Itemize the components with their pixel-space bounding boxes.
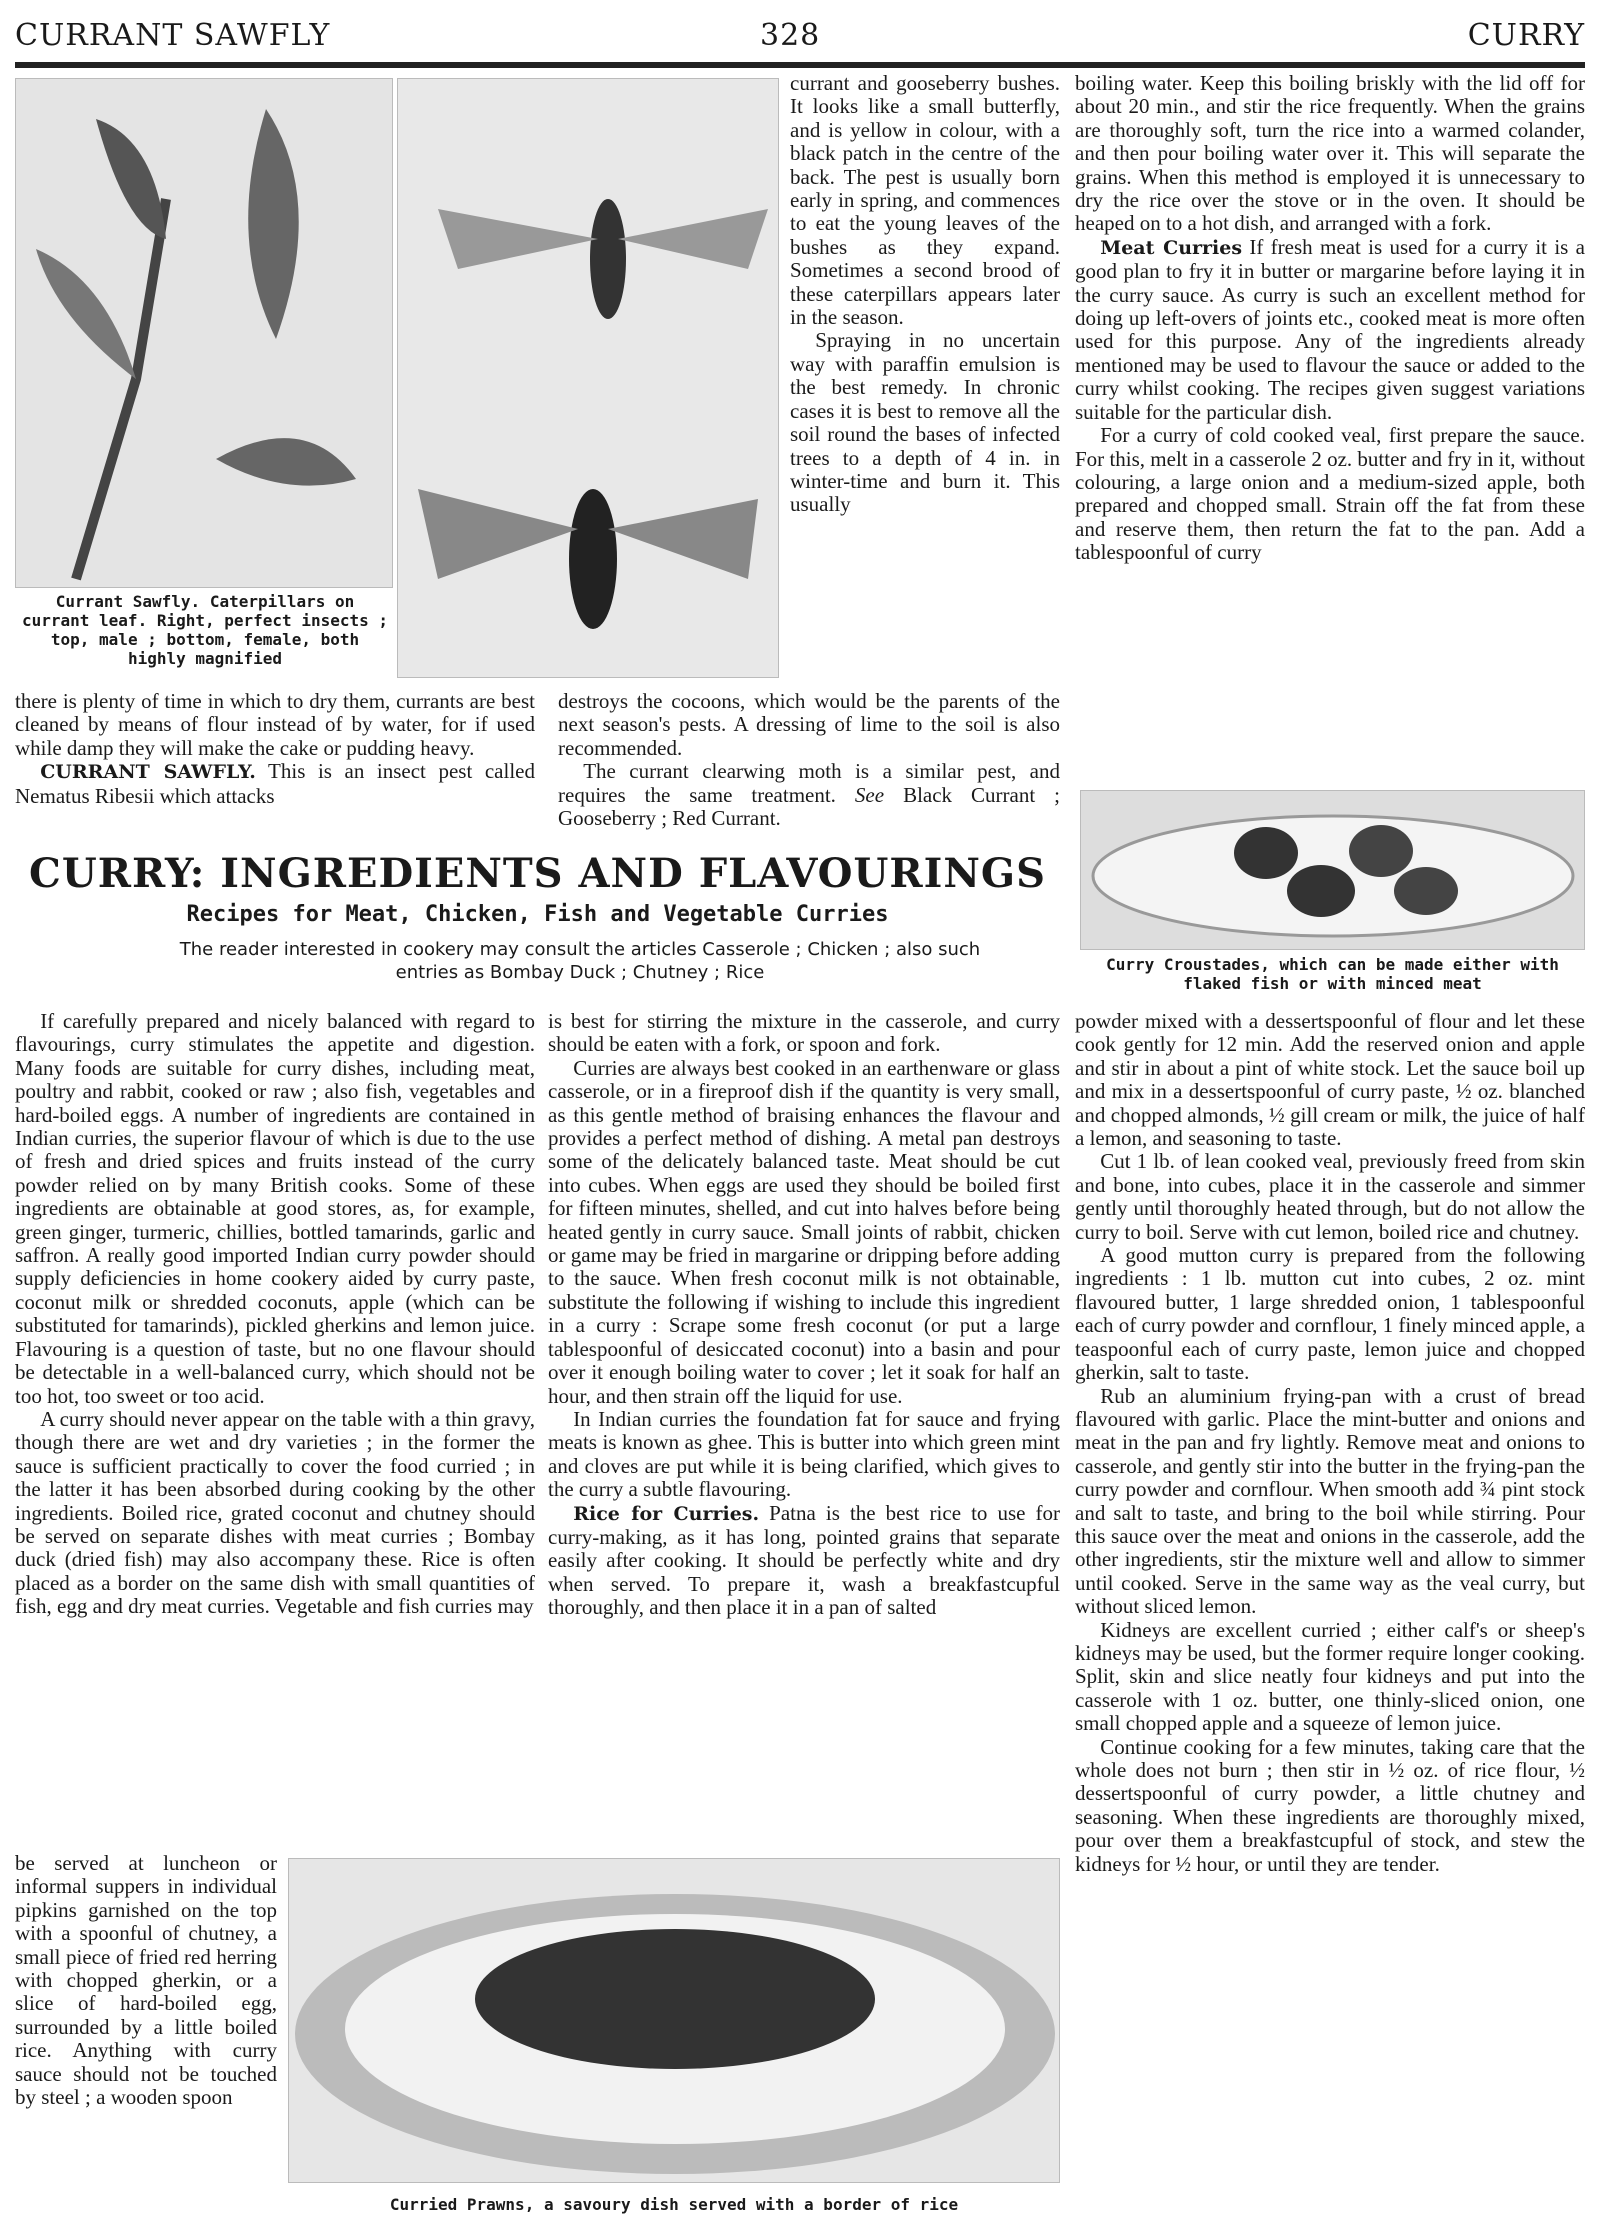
sawfly-insect-illustration bbox=[398, 79, 779, 678]
paragraph: powder mixed with a dessertspoonful of flour and let these cook gently for 12 min. Add the reserved onion and apple and stir in about a pint of white stock. Let the sauce boil up and mix in a dessertspoonful of curry paste, ½ oz. blanched and chopped almonds, ½ gill cream or milk, the juice of half a lemon, and seasoning to taste. bbox=[1075, 1009, 1585, 1151]
article-intro: The reader interested in cookery may consult the articles Casserole ; Chicken ; also such entries as Bombay Duck ; Chutney ; Rice bbox=[179, 939, 981, 983]
paragraph: In Indian curries the foundation fat for sauce and frying meats is known as ghee. This is butter into which green mint and cloves are put while it is being clarified, which gives to the curry a subtle flavouring. bbox=[548, 1406, 1060, 1502]
right-top-column bbox=[1075, 72, 1585, 565]
subheading-meat-curries: Meat Curries bbox=[1100, 236, 1243, 259]
paragraph: This is an insect pest called Nematus Ribesii which attacks bbox=[15, 759, 535, 808]
paragraph: Rub an aluminium frying-pan with a crust of bread flavoured with garlic. Place the mint-butter and onions and meat in the pan and fry lightly. Remove meat and onions to casserole, and gently stir into the butter in the frying-pan the curry powder and cornflour. When smooth add ¾ pint stock and salt to taste, and bring to the boil while stirring. Pour this sauce over the meat and onions in the casserole, add the other ingredients, stir the mixture well and allow to simmer until cooked. Serve in the same way as the veal curry, but without sliced lemon. bbox=[1075, 1383, 1585, 1619]
paragraph: boiling water. Keep this boiling briskly with the lid off for about 20 min., and stir the rice frequently. When the grains are thoroughly soft, turn the rice into a warmed colander, and then pour boiling water over it. This will separate the grains. When this method is employed it is unnecessary to dry the rice over the stove or in the oven. It should be heaped on to a hot dish, and arranged with a fork. bbox=[1075, 71, 1585, 236]
paragraph: Cut 1 lb. of lean cooked veal, previously freed from skin and bone, into cubes, place it in the casserole and simmer gently until thoroughly heated through, but do not allow the curry to boil. Serve with cut lemon, boiled rice and chutney. bbox=[1075, 1149, 1585, 1244]
curried-prawns-photo bbox=[288, 1858, 1060, 2183]
article-column-1 bbox=[15, 1010, 535, 1619]
croustades-plate-illustration bbox=[1081, 791, 1585, 950]
article-subtitle: Recipes for Meat, Chicken, Fish and Vegetable Curries bbox=[186, 902, 889, 927]
croustades-caption: Curry Croustades, which can be made either with flaked fish or with minced meat bbox=[1106, 955, 1559, 993]
lower-left-column bbox=[15, 690, 535, 808]
caterpillar-photo bbox=[15, 78, 393, 588]
paragraph: If carefully prepared and nicely balanced with regard to flavourings, curry stimulates the appetite and digestion. Many foods are suitable for curry dishes, including meat, poultry and rabbit, cooked or raw ; also fish, vegetables and hard-boiled eggs. A number of ingredients are contained in Indian curries, the superior flavour of which is due to the use of fresh and dried spices and fruits instead of the curry powder relied on by many British cooks. Some of these ingredients are obtainable at good stores, as, for example, green ginger, turmeric, chillies, bottled tamarinds, garlic and saffron. A really good imported Indian curry powder should supply deficiencies in home cookery aided by curry paste, coconut milk or shredded coconuts, apple (which can be substituted for tamarinds), pickled gherkins and lemon juice. Flavouring is a question of taste, but no one flavour should be detectable in a well-balanced curry, which should not be too hot, too sweet or too acid. bbox=[15, 1009, 535, 1408]
article-column-3 bbox=[1075, 1010, 1585, 1876]
article-column-2 bbox=[548, 1010, 1060, 1620]
prawns-caption: Curried Prawns, a savoury dish served with a border of rice bbox=[389, 2195, 959, 2214]
paragraph: be served at luncheon or informal suppers in individual pipkins garnished on the top with a spoonful of chutney, a small piece of fried red herring with chopped gherkin, or a slice of hard-boiled egg, surrounded by a little boiled rice. Anything with curry sauce should not be touched by steel ; a wooden spoon bbox=[15, 1851, 277, 2110]
paragraph: is best for stirring the mixture in the casserole, and curry should be eaten with a fork, or spoon and fork. bbox=[548, 1009, 1060, 1057]
lower-mid-column bbox=[558, 690, 1060, 830]
page-number: 328 bbox=[760, 18, 821, 53]
paragraph: Curries are always best cooked in an earthenware or glass casserole, or in a fireproof dish if the quantity is very small, as this gentle method of braising enhances the flavour and provides a perfect method of dishing. A metal pan destroys some of the delicately balanced taste. Meat should be cut into cubes. When eggs are used they should be boiled first for fifteen minutes, shelled, and cut into halves before being heated gently in curry sauce. Small joints of rabbit, chicken or game may be fried in margarine or dripping before adding to the sauce. When fresh coconut milk is not obtainable, substitute the following if wishing to include this ingredient in a curry : Scrape some fresh coconut (or put a large tablespoonful of desiccated coconut) into a basin and pour over it enough boiling water to cover ; let it soak for half an hour, and then strain off the liquid for use. bbox=[548, 1055, 1060, 1408]
croustades-photo bbox=[1080, 790, 1585, 950]
sawfly-text-column bbox=[790, 72, 1060, 517]
see-reference: See bbox=[835, 782, 885, 807]
header-rule bbox=[15, 62, 1585, 68]
paragraph: Spraying in no uncertain way with paraffin emulsion is the best remedy. In chronic cases it is best to remove all the soil round the bases of infected trees to a depth of 4 in. in winter-time and burn it. This usually bbox=[790, 328, 1060, 517]
entry-heading-currant-sawfly: CURRANT SAWFLY. bbox=[40, 761, 256, 784]
paragraph: For a curry of cold cooked veal, first prepare the sauce. For this, melt in a casserole 2 oz. butter and fry in it, without colouring, a large onion and a medium-sized apple, both prepared and chopped small. Strain off the fat from these and reserve them, then return the fat to the pan. Add a tablespoonful of curry bbox=[1075, 423, 1585, 565]
paragraph: A curry should never appear on the table with a thin gravy, though there are wet and dry varieties ; in the former the sauce is sufficient practically to cover the food curried ; in the latter it has been absorbed during cooking by the other ingredients. Boiled rice, grated coconut and chutney should be served on separate dishes with meat curries ; Bombay duck (dried fish) may also accompany these. Rice is often placed as a border on the same dish with small quantities of fish, egg and dry meat curries. Vegetable and fish curries may bbox=[15, 1406, 535, 1619]
paragraph: currant and gooseberry bushes. It looks like a small butterfly, and is yellow in colour, with a black patch in the centre of the back. The pest is usually born early in spring, and commences to eat the young leaves of the bushes as they expand. Sometimes a second brood of these caterpillars appears later in the season. bbox=[790, 71, 1060, 330]
paragraph: A good mutton curry is prepared from the following ingredients : 1 lb. mutton cut into cubes, 2 oz. mint flavoured butter, 1 large shredded onion, 1 tablespoonful each of curry powder and cornflour, 1 finely minced apple, a teaspoonful each of curry paste, lemon juice and chopped gherkin, salt to taste. bbox=[1075, 1243, 1585, 1385]
subheading-rice-for-curries: Rice for Curries. bbox=[573, 1502, 760, 1525]
paragraph: If fresh meat is used for a curry it is a good plan to fry it in butter or margarine before laying it in the curry sauce. As curry is such an excellent method for doing up left-overs of joints etc., cooked meat is more often used for this purpose. Any of the ingredients already mentioned may be used to flavour the sauce or added to the curry whilst cooking. The recipes given suggest variations suitable for the particular dish. bbox=[1075, 234, 1585, 424]
paragraph: Continue cooking for a few minutes, taking care that the whole does not burn ; then stir in ½ oz. of rice flour, ½ dessertspoonful of curry powder, a little chutney and seasoning. When these ingredients are thoroughly mixed, pour over them a breakfastcupful of stock, and stew the kidneys for ½ hour, or until they are tender. bbox=[1075, 1734, 1585, 1876]
sawfly-caption: Currant Sawfly. Caterpillars on currant leaf. Right, perfect insects ; top, male ; bottom, female, both highly magnified bbox=[21, 592, 389, 668]
article-column-1-narrow bbox=[15, 1852, 277, 2109]
paragraph: Kidneys are excellent curried ; either calf's or sheep's kidneys may be used, but the former require longer cooking. Split, skin and slice neatly four kidneys and put into the casserole with 1 oz. butter, one thinly-sliced onion, one small chopped apple and a squeeze of lemon juice. bbox=[1075, 1617, 1585, 1736]
prawns-dish-illustration bbox=[289, 1859, 1060, 2183]
running-head-left: CURRANT SAWFLY bbox=[15, 18, 331, 53]
cross-references: Black Currant ; Gooseberry ; Red Currant. bbox=[558, 782, 1060, 831]
sawfly-insects-photo bbox=[397, 78, 779, 678]
paragraph: Patna is the best rice to use for curry-making, as it has long, pointed grains that separate easily after cooking. It should be perfectly white and dry when served. To prepare it, wash a breakfastcupful thoroughly, and then place it in a pan of salted bbox=[548, 1500, 1060, 1620]
caterpillar-leaf-illustration bbox=[16, 79, 393, 588]
paragraph: The currant clearwing moth is a similar pest, and requires the same treatment. bbox=[558, 759, 1060, 807]
running-head-right: CURRY bbox=[1467, 18, 1585, 53]
article-title: CURRY: INGREDIENTS AND FLAVOURINGS bbox=[29, 850, 1046, 897]
paragraph: destroys the cocoons, which would be the parents of the next season's pests. A dressing of lime to the soil is also recommended. bbox=[558, 689, 1060, 760]
paragraph: there is plenty of time in which to dry them, currants are best cleaned by means of flour instead of by water, for if used while damp they will make the cake or pudding heavy. bbox=[15, 689, 535, 760]
